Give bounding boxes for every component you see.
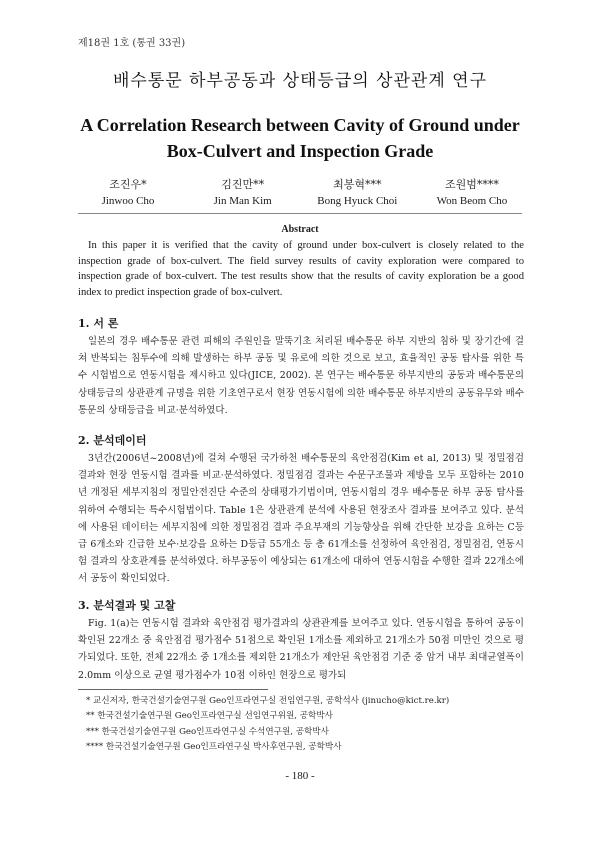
- footnote-2: ** 한국건설기술연구원 Geo인프라연구실 선임연구위원, 공학박사: [86, 711, 333, 722]
- footnote-divider: [78, 689, 268, 690]
- author-name-korean: 최봉혁***: [333, 178, 382, 191]
- author-name-korean: 조진우*: [109, 178, 147, 191]
- journal-issue: 제18권 1호 (통권 33권): [78, 38, 186, 49]
- abstract-text: In this paper it is verified that the cavity of ground under box-culvert is closely related to the inspection grade of box-culvert. The field survey results of cavity exploration were compared to inspection grade of box-culvert. The test results show that the results of cavity exploration be a good index to predict inspection grade of box-culvert.: [78, 240, 524, 298]
- abstract-heading: Abstract: [281, 224, 319, 235]
- divider: [78, 213, 522, 214]
- section-heading-introduction: 1. 서 론: [78, 317, 119, 330]
- title-english-line-1: A Correlation Research between Cavity of Ground under: [80, 115, 520, 135]
- author-name-english: Bong Hyuck Choi: [317, 195, 398, 207]
- footnote-3: *** 한국건설기술연구원 Geo인프라연구실 수석연구원, 공학박사: [86, 726, 329, 737]
- author-name-korean: 김진만**: [221, 178, 265, 191]
- author-name-english: Jinwoo Cho: [101, 195, 155, 207]
- section-text-data: 3년간(2006년~2008년)에 걸쳐 수행된 국가하천 배수통문의 육안점검(Kim et al, 2013) 및 정밀점검 결과와 현장 연동시험 결과를 비교·분석하였다. 정밀점검 결과는 수문구조물과 제방을 모두 포함하는 2010년 개정된 세부지침의 정밀안전진단 수준의 상태평가기법이며, 연동시험의 경우 배수통문 하부 공동 탐사를 위하여 수행되는 특수시험법이다. Table 1은 상관관계 분석에 사용된 현장조사 결과를 보여주고 있다. 분석에 사용된 데이터는 세부지침에 의한 정밀점검 결과 주요부재의 기능향상을 위해 간단한 보강을 요하는 C등급 6개소와 긴급한 보수·보강을 요하는 D등급 55개소 등 총 61개소를 선정하여 육안점검, 정밀점검, 연동시험 결과의 상호관계를 분석하였다. 하부공동이 예상되는 61개소에 대하여 연동시험을 수행한 결과 22개소에서 공동이 확인되었다.: [78, 453, 524, 585]
- section-text-introduction: 일본의 경우 배수통문 관련 피해의 주원인을 말뚝기초 처리된 배수통문 하부 지반의 침하 및 장기간에 걸쳐 반복되는 침투수에 의해 발생하는 하부 공동 및 유로에 의한 것으로 보고, 효율적인 공동 탐사를 위한 특수 시험법으로 연동시험을 제시하고 있다(JICE, 2002). 본 연구는 배수통문 하부지반의 공동과 배수통문의 상태등급의 상관관계 규명을 위한 기초연구로서 현장 연동시험에 의한 배수통문 하부지반의 공동유무와 배수통문의 상태등급을 비교·분석하였다.: [78, 336, 524, 416]
- footnotes: [78, 694, 524, 756]
- title-korean: 배수통문 하부공동과 상태등급의 상관관계 연구: [112, 71, 488, 91]
- footnote-4: **** 한국건설기술연구원 Geo인프라연구실 박사후연구원, 공학박사: [86, 742, 342, 753]
- author-name-english: Jin Man Kim: [213, 195, 272, 207]
- title-english-line-2: Box-Culvert and Inspection Grade: [166, 141, 434, 161]
- page-number: - 180 -: [285, 770, 315, 782]
- author-2: [193, 176, 293, 210]
- section-heading-data: 2. 분석데이터: [78, 434, 147, 447]
- author-4: [422, 176, 522, 210]
- author-name-english: Won Beom Cho: [436, 195, 508, 207]
- footnote-1: * 교신저자, 한국건설기술연구원 Geo인프라연구실 전임연구원, 공학석사 (jinucho@kict.re.kr): [86, 696, 450, 706]
- author-list: [78, 176, 522, 210]
- section-text-results: Fig. 1(a)는 연동시험 결과와 육안점검 평가결과의 상관관계를 보여주고 있다. 연동시험을 통하여 공동이 확인된 22개소 중 육안점검 평가점수 51점으로 확인된 1개소를 제외하고 21개소가 50점 미만인 것으로 평가되었다. 또한, 전체 22개소 중 1개소를 제외한 21개소가 제안된 육안점검 기준 중 암거 내부 최대균열폭이 2.0mm 이상으로 균열 평가점수가 10점 이하인 현장으로 평가되: [78, 618, 524, 681]
- author-1: [78, 176, 178, 210]
- section-heading-results: 3. 분석결과 및 고찰: [78, 599, 176, 612]
- title-english: [60, 112, 540, 164]
- author-name-korean: 조원범****: [445, 178, 499, 191]
- author-3: [307, 176, 407, 210]
